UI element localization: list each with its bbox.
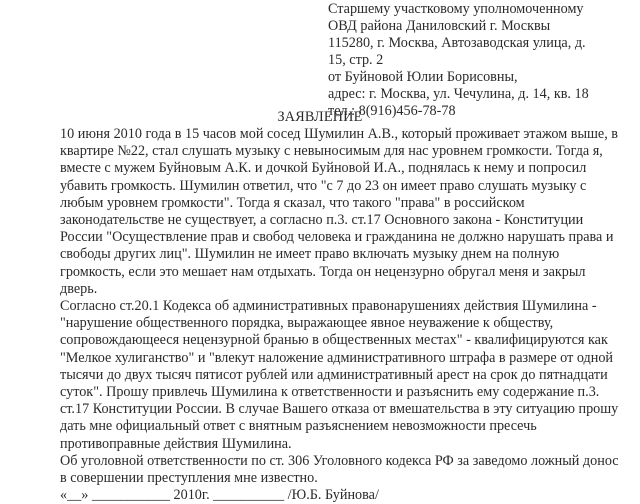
document-title: ЗАЯВЛЕНИЕ	[277, 109, 363, 125]
body-line: Об уголовной ответственности по ст. 306 Уголовного кодекса РФ за заведомо ложный донос	[60, 452, 619, 469]
body-line: ст.17 Конституции России. В случае Вашего отказа от вмешательства в эту ситуацию прошу	[60, 401, 619, 418]
signature-line: «__» ___________ 2010г. __________ /Ю.Б. Буйнова/	[60, 487, 379, 504]
body-line: сопровождающееся нецензурной бранью в общественных местах" - квалифицируются как	[60, 332, 608, 349]
body-line: дать мне официальный ответ с внятным разъяснением невозможности пресечь	[60, 418, 537, 435]
body-line: свободы других лиц". Шумилин не имеет право включать музыку днем на полную	[60, 246, 560, 263]
addressee-line: Старшему участковому уполномоченному	[328, 1, 584, 17]
body-line: квартире №22, стал слушать музыку с невыносимым для нас уровнем громкости. Тогда я,	[60, 143, 603, 160]
body-line: противоправные действия Шумилина.	[60, 435, 292, 452]
addressee-line: ОВД района Даниловский г. Москвы	[328, 18, 551, 34]
document-body	[60, 126, 619, 504]
body-line: 10 июня 2010 года в 15 часов мой сосед Шумилин А.В., который проживает этажом выше, в	[60, 126, 618, 142]
body-line: в совершении преступления мне известно.	[60, 470, 318, 487]
addressee-block	[328, 1, 589, 120]
body-line: вместе с мужем Буйновым А.К. и дочкой Буйновой И.А., поднялась к нему и попросил	[60, 160, 587, 177]
body-line: тысячи до двух тысяч пятисот рублей или административный арест на срок до пятнадцати	[60, 366, 608, 383]
body-line: любым уровнем громкости". Тогда я сказал, что такого "права" в российском	[60, 194, 525, 211]
addressee-line: 115280, г. Москва, Автозаводская улица, д.	[328, 35, 586, 51]
body-line: дверь.	[60, 280, 98, 297]
addressee-line: от Буйновой Юлии Борисовны,	[328, 69, 518, 85]
addressee-line: тел.: 8(916)456-78-78	[328, 103, 456, 119]
addressee-line: адрес: г. Москва, ул. Чечулина, д. 14, кв. 18	[328, 86, 589, 102]
body-line: суток". Прошу привлечь Шумилина к ответственности и разъяснить ему содержание п.3.	[60, 384, 600, 401]
body-line: громкость, если это мешает нам отдыхать. Тогда он нецензурно обругал меня и закрыл	[60, 263, 586, 280]
body-line: России "Осуществление прав и свобод человека и гражданина не должно нарушать права и	[60, 229, 614, 246]
body-line: убавить громкость. Шумилин ответил, что "с 7 до 23 он имеет право слушать музыку с	[60, 177, 587, 194]
body-line: "Мелкое хулиганство" и "влекут наложение административного штрафа в размере от одной	[60, 349, 614, 366]
body-line: "нарушение общественного порядка, выражающее явное неуважение к обществу,	[60, 315, 554, 332]
body-line: законодательстве не существует, а согласно п.3. ст.17 Основного закона - Конституции	[60, 212, 584, 229]
body-line: Согласно ст.20.1 Кодекса об административных правонарушениях действия Шумилина -	[60, 298, 597, 315]
addressee-line: 15, стр. 2	[328, 52, 384, 68]
